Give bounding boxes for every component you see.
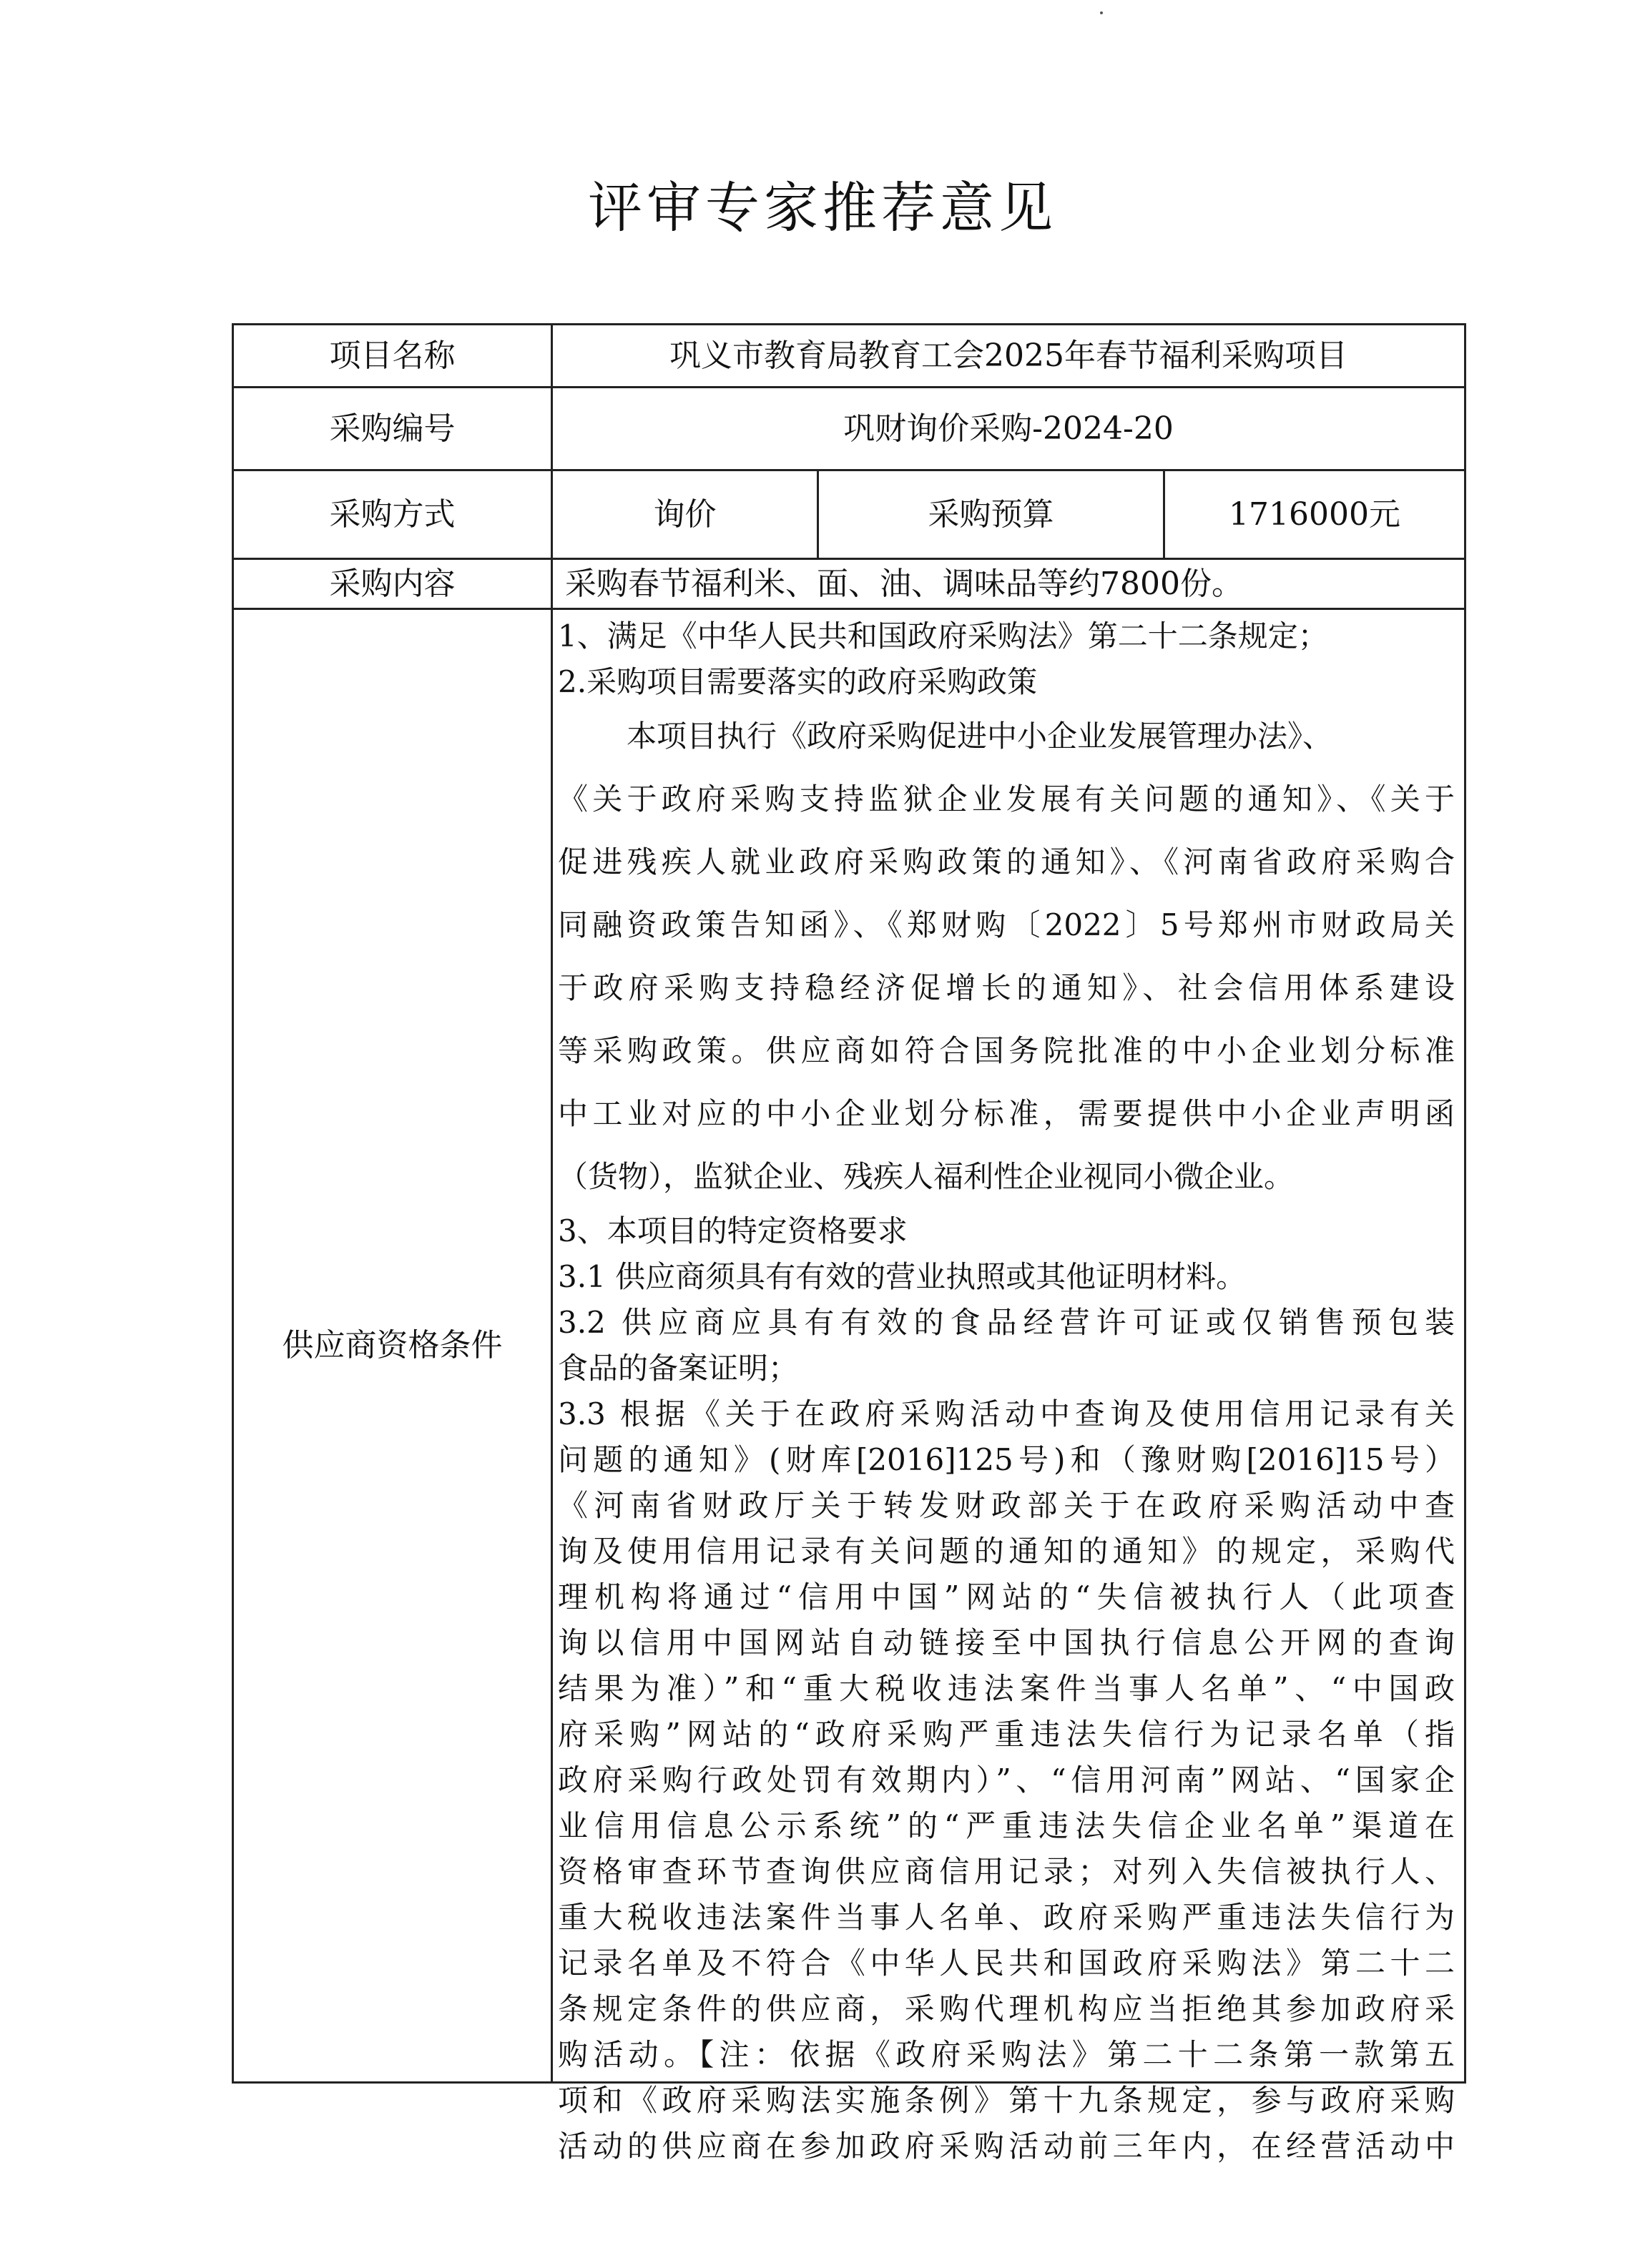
requirement-line: 3.2 供应商应具有有效的食品经营许可证或仅销售预包装 xyxy=(558,1305,1455,1340)
page-title: 评审专家推荐意见 xyxy=(588,176,1057,240)
requirement-line: 等采购政策。供应商如符合国务院批准的中小企业划分标准 xyxy=(558,1033,1455,1068)
requirement-line: 购活动。【注：依据《政府采购法》第二十二条第一款第五 xyxy=(558,2037,1455,2072)
content-label: 采购内容 xyxy=(329,565,456,602)
method-label: 采购方式 xyxy=(329,495,456,533)
scan-speck xyxy=(1100,11,1103,14)
requirement-line: 条规定条件的供应商，采购代理机构应当拒绝其参加政府采 xyxy=(558,1991,1455,2026)
project-name-label: 项目名称 xyxy=(329,337,456,374)
method-value: 询价 xyxy=(653,495,717,533)
requirement-line: 府采购”网站的“政府采购严重违法失信行为记录名单（指 xyxy=(558,1717,1455,1752)
requirement-line: 同融资政策告知函》、《郑财购〔2022〕5号郑州市财政局关 xyxy=(558,907,1455,942)
requirement-line: 2.采购项目需要落实的政府采购政策 xyxy=(558,664,1038,699)
requirement-line: （货物），监狱企业、残疾人福利性企业视同小微企业。 xyxy=(558,1159,1295,1194)
requirement-line: 《河南省财政厅关于转发财政部关于在政府采购活动中查 xyxy=(558,1488,1455,1523)
procurement-no-value: 巩财询价采购-2024-20 xyxy=(843,410,1174,447)
requirement-line: 记录名单及不符合《中华人民共和国政府采购法》第二十二 xyxy=(558,1946,1455,1981)
budget-label: 采购预算 xyxy=(928,495,1054,533)
requirement-line: 重大税收违法案件当事人名单、政府采购严重违法失信行为 xyxy=(558,1900,1455,1935)
requirement-line: 项和《政府采购法实施条例》第十九条规定，参与政府采购 xyxy=(558,2083,1455,2118)
requirement-line: 结果为准）”和“重大税收违法案件当事人名单”、“中国政 xyxy=(558,1671,1455,1706)
requirement-line: 本项目执行《政府采购促进中小企业发展管理办法》、 xyxy=(627,719,1333,754)
project-name-value: 巩义市教育局教育工会2025年春节福利采购项目 xyxy=(669,337,1347,374)
requirement-line: 1、满足《中华人民共和国政府采购法》第二十二条规定； xyxy=(558,618,1328,654)
requirement-line: 政府采购行政处罚有效期内）”、“信用河南”网站、“国家企 xyxy=(558,1762,1455,1798)
requirement-line: 于政府采购支持稳经济促增长的通知》、社会信用体系建设 xyxy=(558,970,1455,1005)
requirement-line: 促进残疾人就业政府采购政策的通知》、《河南省政府采购合 xyxy=(558,844,1455,879)
requirement-line: 3、本项目的特定资格要求 xyxy=(558,1213,908,1248)
requirement-line: 问题的通知》(财库[2016]125号)和（豫财购[2016]15号） xyxy=(558,1442,1455,1477)
requirement-line: 中工业对应的中小企业划分标准，需要提供中小企业声明函 xyxy=(558,1096,1455,1131)
requirement-line: 3.1 供应商须具有有效的营业执照或其他证明材料。 xyxy=(558,1259,1247,1294)
requirement-line: 3.3 根据《关于在政府采购活动中查询及使用信用记录有关 xyxy=(558,1396,1455,1431)
procurement-no-label: 采购编号 xyxy=(329,410,456,447)
requirement-line: 理机构将通过“信用中国”网站的“失信被执行人（此项查 xyxy=(558,1579,1455,1614)
qualification-requirements xyxy=(558,613,1455,2169)
requirement-line: 业信用信息公示系统”的“严重违法失信企业名单”渠道在 xyxy=(558,1808,1455,1843)
content-value: 采购春节福利米、面、油、调味品等约7800份。 xyxy=(565,565,1243,602)
requirement-line: 食品的备案证明； xyxy=(558,1351,799,1386)
requirement-line: 《关于政府采购支持监狱企业发展有关问题的通知》、《关于 xyxy=(558,782,1455,817)
table-rule xyxy=(551,323,553,2084)
requirement-line: 资格审查环节查询供应商信用记录；对列入失信被执行人、 xyxy=(558,1854,1455,1889)
budget-value: 1716000元 xyxy=(1229,495,1400,533)
qualification-label: 供应商资格条件 xyxy=(282,1327,503,1364)
requirement-line: 询及使用信用记录有关问题的通知的通知》的规定，采购代 xyxy=(558,1534,1455,1569)
requirement-line: 活动的供应商在参加政府采购活动前三年内，在经营活动中 xyxy=(558,2129,1455,2164)
requirement-line: 询以信用中国网站自动链接至中国执行信息公开网的查询 xyxy=(558,1625,1455,1660)
